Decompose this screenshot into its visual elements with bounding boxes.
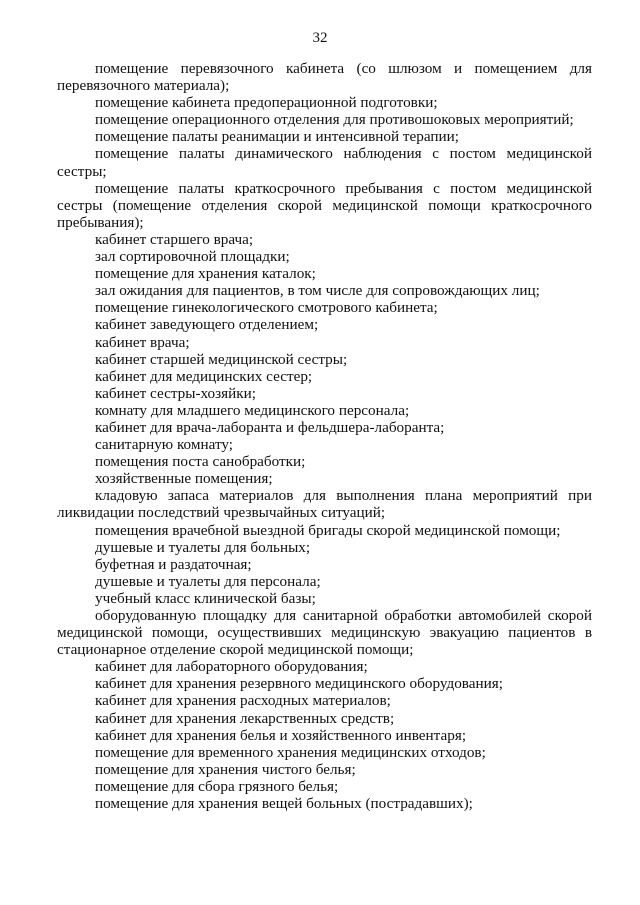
page-number: 32 bbox=[312, 30, 328, 46]
list-item: учебный класс клинической базы; bbox=[95, 589, 316, 607]
list-item: помещение кабинета предоперационной подготовки; bbox=[95, 94, 438, 112]
list-item: помещения поста санобработки; bbox=[95, 453, 306, 471]
list-item: помещение палаты краткосрочного пребывания с постом медицинской сестры (помещение отделения скорой медицинской помощи краткосрочного пребывания); bbox=[57, 179, 592, 231]
list-item: кабинет для хранения лекарственных средств; bbox=[95, 709, 395, 727]
list-item: душевые и туалеты для персонала; bbox=[95, 572, 321, 590]
list-item: кабинет заведующего отделением; bbox=[95, 316, 319, 334]
list-item: помещение гинекологического смотрового кабинета; bbox=[95, 299, 438, 317]
list-item: санитарную комнату; bbox=[95, 436, 233, 454]
document-body bbox=[57, 60, 592, 812]
list-item: помещение операционного отделения для противошоковых мероприятий; bbox=[95, 111, 574, 129]
list-item: кабинет для хранения резервного медицинского оборудования; bbox=[95, 675, 503, 693]
list-item: помещение палаты реанимации и интенсивной терапии; bbox=[95, 128, 460, 146]
list-item: помещения врачебной выездной бригады скорой медицинской помощи; bbox=[95, 521, 561, 539]
list-item: кабинет для лабораторного оборудования; bbox=[95, 658, 368, 676]
list-item: буфетная и раздаточная; bbox=[95, 555, 252, 573]
list-item: помещение для временного хранения медицинских отходов; bbox=[95, 743, 486, 761]
list-item: зал сортировочной площадки; bbox=[95, 248, 290, 266]
list-item: кабинет для хранения белья и хозяйственного инвентаря; bbox=[95, 726, 467, 744]
list-item: душевые и туалеты для больных; bbox=[95, 538, 311, 556]
list-item: кабинет для врача-лаборанта и фельдшера-лаборанта; bbox=[95, 418, 445, 436]
list-item: кабинет старшего врача; bbox=[95, 230, 254, 248]
list-item: помещение для хранения чистого белья; bbox=[95, 760, 356, 778]
list-item: кладовую запаса материалов для выполнения плана мероприятий при ликвидации последствий чрезвычайных ситуаций; bbox=[57, 487, 592, 522]
list-item: помещение для хранения вещей больных (пострадавших); bbox=[95, 795, 473, 813]
list-item: хозяйственные помещения; bbox=[95, 470, 273, 488]
list-item: кабинет старшей медицинской сестры; bbox=[95, 350, 348, 368]
list-item: комнату для младшего медицинского персонала; bbox=[95, 401, 410, 419]
list-item: помещение перевязочного кабинета (со шлюзом и помещением для перевязочного материала); bbox=[57, 60, 592, 95]
list-item: кабинет сестры-хозяйки; bbox=[95, 384, 256, 402]
list-item: помещение для сбора грязного белья; bbox=[95, 777, 339, 795]
list-item: кабинет для медицинских сестер; bbox=[95, 367, 313, 385]
list-item: зал ожидания для пациентов, в том числе для сопровождающих лиц; bbox=[95, 282, 540, 300]
list-item: оборудованную площадку для санитарной обработки автомобилей скорой медицинской помощи, осуществивших медицинскую эвакуацию пациентов в стационарное отделение скорой медицинской помощи; bbox=[57, 607, 592, 659]
list-item: кабинет для хранения расходных материалов; bbox=[95, 692, 391, 710]
list-item: помещение палаты динамического наблюдения с постом медицинской сестры; bbox=[57, 145, 592, 180]
list-item: кабинет врача; bbox=[95, 333, 190, 351]
list-item: помещение для хранения каталок; bbox=[95, 265, 316, 283]
